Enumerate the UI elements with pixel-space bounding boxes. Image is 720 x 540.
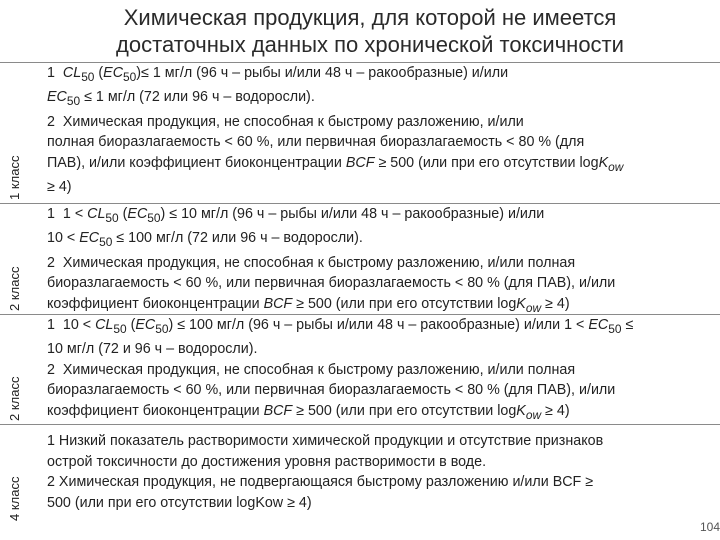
- class-row-1: [0, 62, 720, 204]
- class-label: 2 класс: [7, 376, 22, 421]
- class-label: 4 класс: [7, 476, 22, 521]
- class-criteria-text: 1 Низкий показатель растворимости химической продукции и отсутствие признаков острой токсичности до достижения уровня растворимости в воде. 2 Химическая продукция, не подвергающаяся быстрому разложению и/или BCF ≥ 500 (или при его отсутствии logKow ≥ 4): [47, 433, 604, 511]
- title-line-1: Химическая продукция, для которой не имеется: [123, 5, 617, 30]
- class-label: 1 класс: [7, 155, 22, 200]
- class-label-cell: [0, 204, 44, 315]
- class-criteria-text: 1 $10 < CL_{50}$ $(EC_{50}) \le 100$ мг/л (96 ч – рыбы и/или 48 ч – ракообразные) и/или $1 < EC_{50}$ ≤ 10 мг/л (72 и 96 ч – водоросли). 2 Химическая продукция, не способная к быстрому разложению, и/или полная биоразлагаемость < 60 %, или первичная биоразлагаемость < 80 % (для ПАВ), и/или коэффициент биоконцентрации BCF ≥ 500 (или при его отсутствии logK$_{ow}$ ≥ 4): [47, 317, 634, 422]
- class-label-cell: [0, 315, 44, 425]
- class-row-4: [0, 424, 720, 525]
- class-criteria-text: 1 $1 < CL_{50}$ $(EC_{50}) \le 10$ мг/л (96 ч – рыбы и/или 48 ч – ракообразные) и/или $10 < EC_{50} \le 100$ мг/л (72 или 96 ч – водоросли). 2 Химическая продукция, не способная к быстрому разложению, и/или полная биоразлагаемость < 60 %, или первичная биоразлагаемость < 80 % (для ПАВ), и/или коэффициент биоконцентрации BCF ≥ 500 (или при его отсутствии logK$_{ow}$ ≥ 4): [47, 206, 616, 315]
- class-label-cell: [0, 63, 44, 204]
- class-label: 2 класс: [7, 266, 22, 311]
- class-criteria-text: 1 $CL_{50}$ $(EC_{50})\le 1$ мг/л (96 ч – рыбы и/или 48 ч – ракообразные) и/или $EC_{50} \le 1$ мг/л (72 или 96 ч – водоросли). 2 Химическая продукция, не способная к быстрому разложению, и/или полная биоразлагаемость < 60 %, или первичная биоразлагаемость < 80 % (для ПАВ), и/или коэффициент биоконцентрации BCF ≥ 500 (или при его отсутствии logK$_{ow}$ ≥ 4): [47, 65, 624, 196]
- class-row-2: [0, 203, 720, 315]
- class-label-cell: [0, 425, 44, 525]
- page-number: 104: [699, 520, 720, 534]
- title-line-2: достаточных данных по хронической токсичности: [116, 32, 624, 57]
- class-row-3: [0, 314, 720, 425]
- page-title: [40, 4, 700, 58]
